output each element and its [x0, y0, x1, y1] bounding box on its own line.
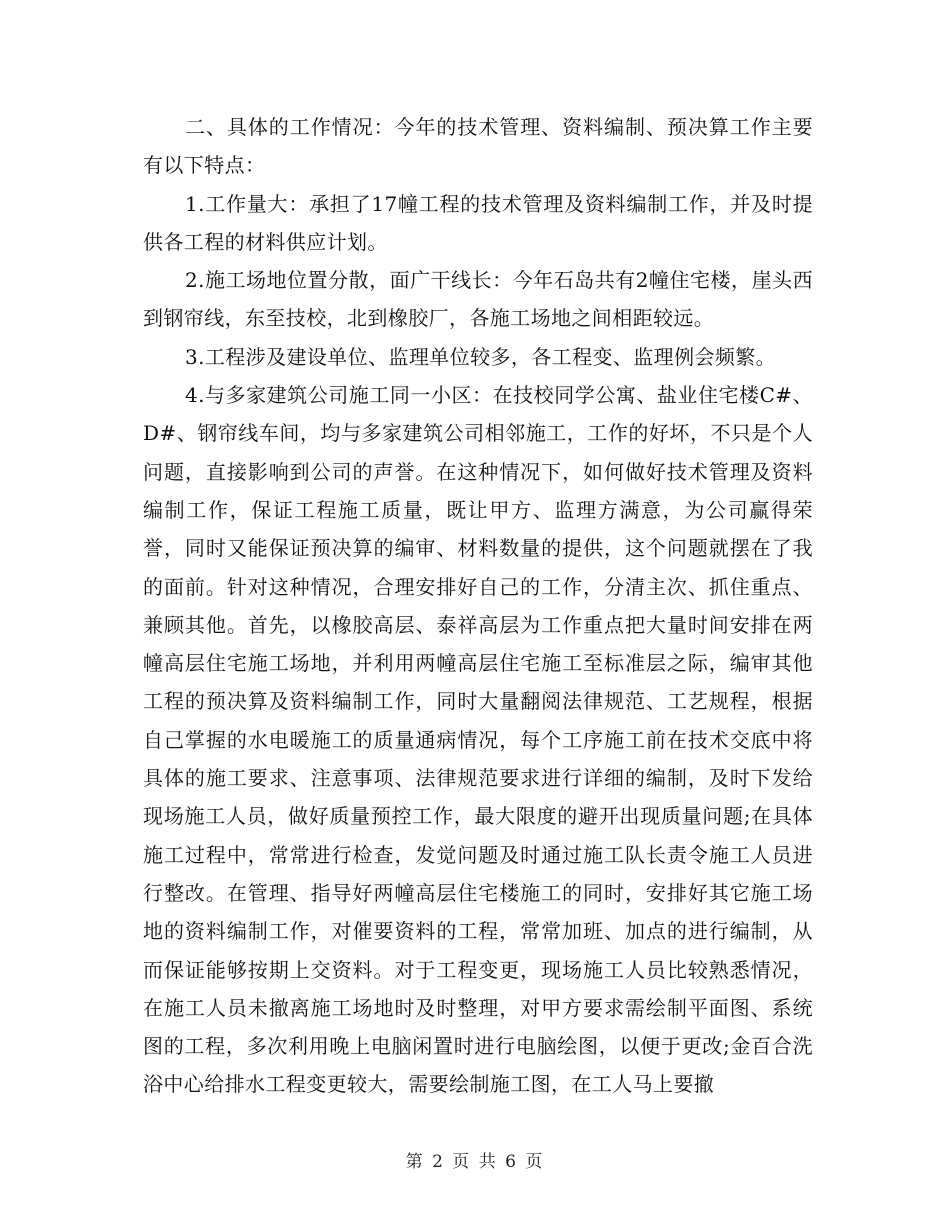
paragraph-item-2: 2.施工场地位置分散，面广干线长：今年石岛共有2幢住宅楼，崖头西到钢帘线，东至技校，北到橡胶厂，各施工场地之间相距较远。	[143, 268, 813, 331]
paragraph-item-1: 1.工作量大：承担了17幢工程的技术管理及资料编制工作，并及时提供各工程的材料供应计划。	[143, 191, 813, 254]
document-body	[143, 108, 813, 1104]
paragraph-item-4: 4.与多家建筑公司施工同一小区：在技校同学公寓、盐业住宅楼C#、D#、钢帘线车间，均与多家建筑公司相邻施工，工作的好坏，不只是个人问题，直接影响到公司的声誉。在这种情况下，如何做好技术管理及资料编制工作，保证工程施工质量，既让甲方、监理方满意，为公司赢得荣誉，同时又能保证预决算的编审、材料数量的提供，这个问题就摆在了我的面前。针对这种情况，合理安排好自己的工作，分清主次、抓住重点、兼顾其他。首先，以橡胶高层、泰祥高层为工作重点把大量时间安排在两幢高层住宅施工场地，并利用两幢高层住宅施工至标准层之际，编审其他工程的预决算及资料编制工作，同时大量翻阅法律规范、工艺规程，根据自己掌握的水电暖施工的质量通病情况，每个工序施工前在技术交底中将具体的施工要求、注意事项、法律规范要求进行详细的编制，及时下发给现场施工人员，做好质量预控工作，最大限度的避开出现质量问题;在具体施工过程中，常常进行检查，发觉问题及时通过施工队长责令施工人员进行整改。在管理、指导好两幢高层住宅楼施工的同时，安排好其它施工场地的资料编制工作，对催要资料的工程，常常加班、加点的进行编制，从而保证能够按期上交资料。对于工程变更，现场施工人员比较熟悉情况，在施工人员未撤离施工场地时及时整理，对甲方要求需绘制平面图、系统图的工程，多次利用晚上电脑闲置时进行电脑绘图，以便于更改;金百合洗浴中心给排水工程变更较大，需要绘制施工图，在工人马上要撤	[143, 383, 813, 1097]
paragraph-item-3: 3.工程涉及建设单位、监理单位较多，各工程变、监理例会频繁。	[185, 344, 777, 369]
page-number-footer: 第 2 页 共 6 页	[405, 1152, 545, 1172]
paragraph-section-heading: 二、具体的工作情况：今年的技术管理、资料编制、预决算工作主要有以下特点：	[143, 115, 813, 178]
